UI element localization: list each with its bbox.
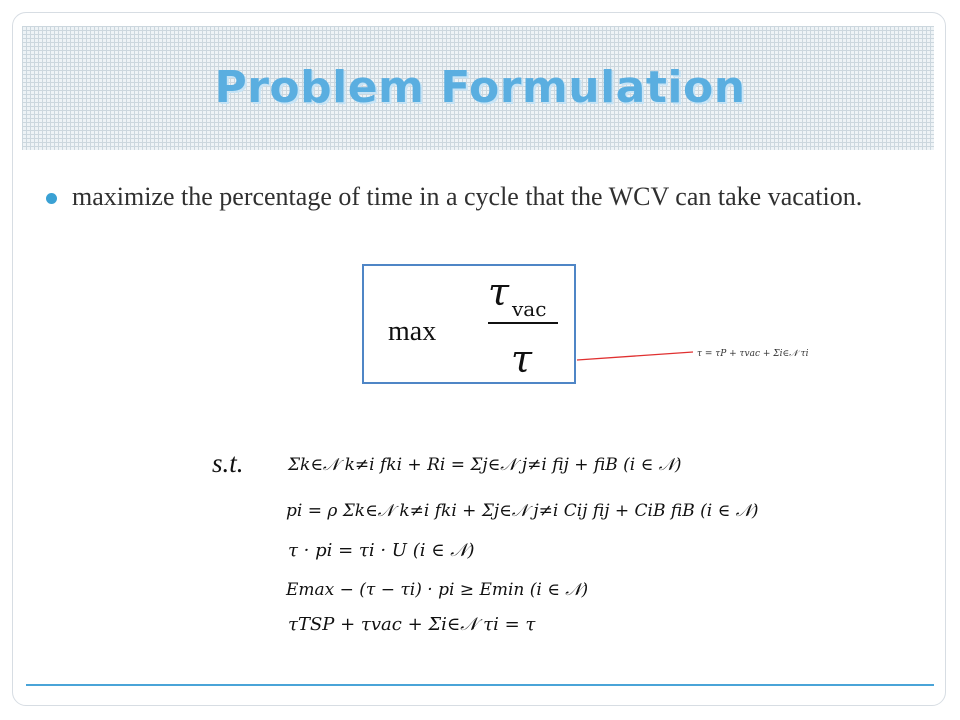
st-label: s.t. [212, 448, 244, 478]
constraint-1: Σk∈𝒩 k≠i fki + Ri = Σj∈𝒩 j≠i fij + fiB (i ∈ 𝒩) [288, 455, 682, 475]
footer-line [26, 684, 934, 686]
constraint-5: τTSP + τvac + Σi∈𝒩 τi = τ [288, 614, 536, 635]
objective-denominator: τ [511, 337, 533, 381]
tau-definition: τ = τP + τvac + Σi∈𝒩 τi [697, 349, 809, 359]
objective-numerator-sub: vac [512, 297, 547, 321]
constraint-4: Emax − (τ − τi) · pi ≥ Emin (i ∈ 𝒩) [286, 580, 589, 600]
slide-title: Problem Formulation [214, 62, 746, 113]
objective-box [362, 264, 576, 384]
constraint-2: pi = ρ Σk∈𝒩 k≠i fki + Σj∈𝒩 j≠i Cij fij + CiB fiB (i ∈ 𝒩) [286, 501, 759, 521]
objective-max-label: max [388, 316, 437, 347]
bullet-dot [46, 193, 57, 204]
objective-numerator: τ [488, 270, 510, 314]
bullet-text: maximize the percentage of time in a cycle that the WCV can take vacation. [72, 182, 863, 211]
constraint-3: τ · pi = τi · U (i ∈ 𝒩) [288, 540, 475, 561]
